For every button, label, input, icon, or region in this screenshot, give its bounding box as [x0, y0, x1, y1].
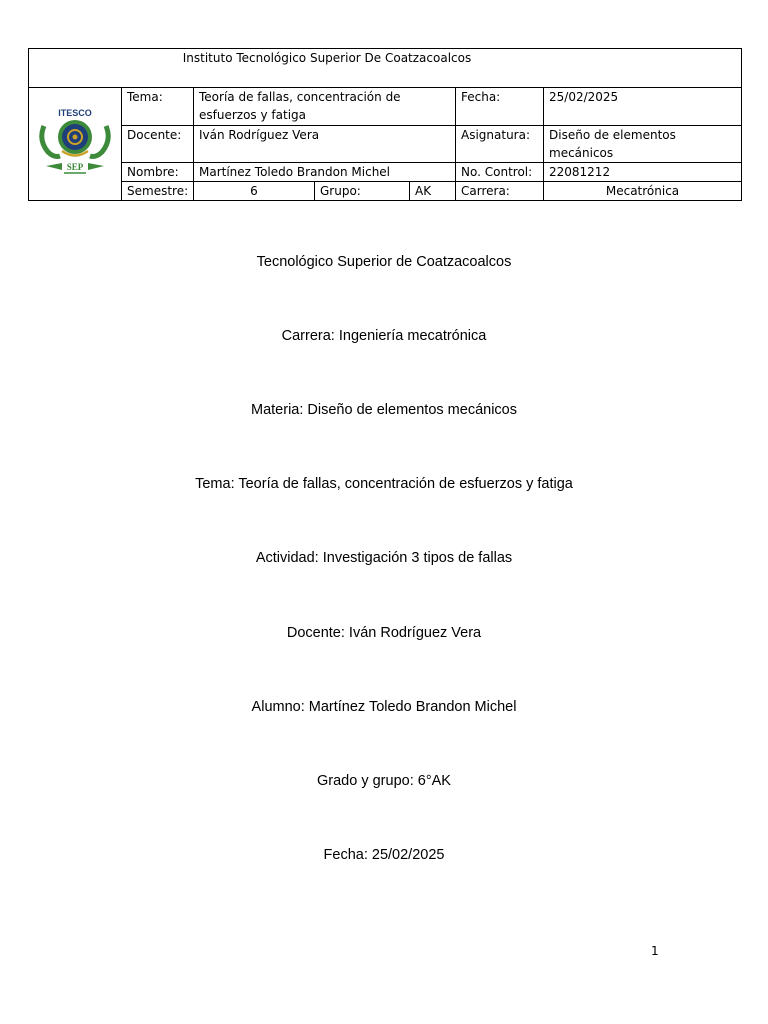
itesco-logo-icon	[36, 106, 114, 178]
fecha-label: Fecha:	[456, 88, 544, 126]
cover-fecha: Fecha: 25/02/2025	[323, 847, 445, 863]
logo-cell	[29, 88, 122, 201]
tema-label: Tema:	[122, 88, 194, 126]
tema-value: Teoría de fallas, concentración de esfuerzos y fatiga	[194, 88, 456, 126]
cover-docente: Docente: Iván Rodríguez Vera	[286, 625, 482, 641]
asignatura-value: Diseño de elementos mecánicos	[544, 126, 742, 163]
grupo-value: AK	[410, 182, 456, 201]
semestre-value: 6	[194, 182, 315, 201]
carrera-label: Carrera:	[456, 182, 544, 201]
institute-title: Instituto Tecnológico Superior De Coatzacoalcos	[182, 51, 472, 65]
svg-text:SEP: SEP	[66, 161, 84, 172]
docente-label: Docente:	[122, 126, 194, 163]
asignatura-label: Asignatura:	[456, 126, 544, 163]
docente-value: Iván Rodríguez Vera	[194, 126, 456, 163]
cover-carrera: Carrera: Ingeniería mecatrónica	[281, 328, 487, 344]
semestre-label: Semestre:	[122, 182, 194, 201]
cover-institute: Tecnológico Superior de Coatzacoalcos	[256, 254, 512, 270]
carrera-value: Mecatrónica	[544, 182, 742, 201]
cover-actividad: Actividad: Investigación 3 tipos de fallas	[255, 550, 513, 566]
cover-tema: Tema: Teoría de fallas, concentración de esfuerzos y fatiga	[195, 476, 573, 492]
grupo-label: Grupo:	[315, 182, 410, 201]
header-table	[28, 48, 742, 201]
cover-grado-grupo: Grado y grupo: 6°AK	[317, 773, 451, 789]
nombre-label: Nombre:	[122, 163, 194, 182]
svg-text:ITESCO: ITESCO	[58, 107, 92, 118]
fecha-value: 25/02/2025	[544, 88, 742, 126]
cover-alumno: Alumno: Martínez Toledo Brandon Michel	[251, 699, 517, 715]
nombre-value: Martínez Toledo Brandon Michel	[194, 163, 456, 182]
page-number: 1	[651, 944, 659, 958]
institute-title-cell	[29, 49, 742, 88]
control-value: 22081212	[544, 163, 742, 182]
cover-materia: Materia: Diseño de elementos mecánicos	[251, 402, 517, 418]
control-label: No. Control:	[456, 163, 544, 182]
